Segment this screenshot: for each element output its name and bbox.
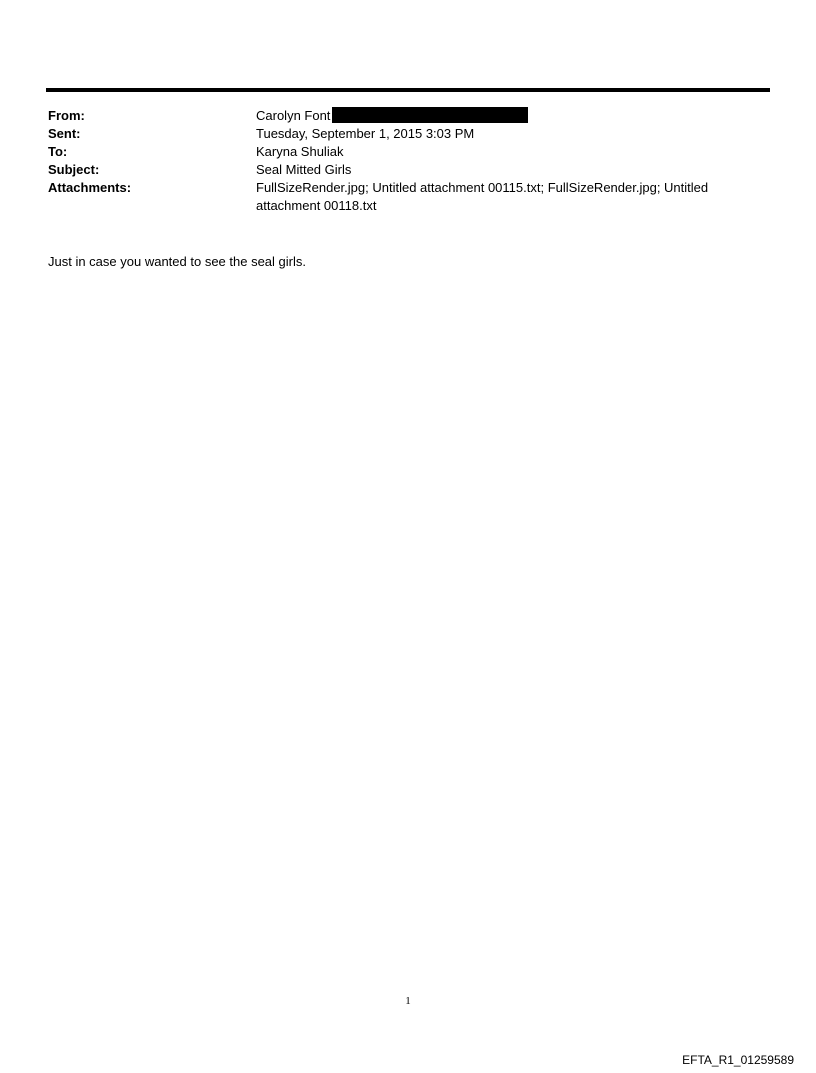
email-header (48, 107, 748, 215)
attachments-row (48, 179, 748, 215)
sent-row (48, 125, 748, 143)
header-rule (46, 88, 770, 92)
from-value-container (256, 107, 726, 125)
subject-row (48, 161, 748, 179)
subject-label: Subject: (48, 162, 100, 177)
from-label: From: (48, 108, 85, 123)
page-number: 1 (405, 995, 411, 1007)
sent-label: Sent: (48, 126, 81, 141)
subject-value: Seal Mitted Girls (256, 162, 352, 177)
to-value: Karyna Shuliak (256, 144, 344, 159)
email-body: Just in case you wanted to see the seal girls. (48, 254, 306, 269)
document-id: EFTA_R1_01259589 (682, 1053, 794, 1067)
attachments-label: Attachments: (48, 180, 132, 195)
to-row (48, 143, 748, 161)
from-row (48, 107, 748, 125)
from-value: Carolyn Font (256, 108, 331, 123)
attachments-value: FullSizeRender.jpg; Untitled attachment 00115.txt; FullSizeRender.jpg; Untitled attachment 00118.txt (256, 180, 709, 213)
to-label: To: (48, 144, 68, 159)
sent-value: Tuesday, September 1, 2015 3:03 PM (256, 126, 475, 141)
redaction-block (332, 107, 528, 123)
